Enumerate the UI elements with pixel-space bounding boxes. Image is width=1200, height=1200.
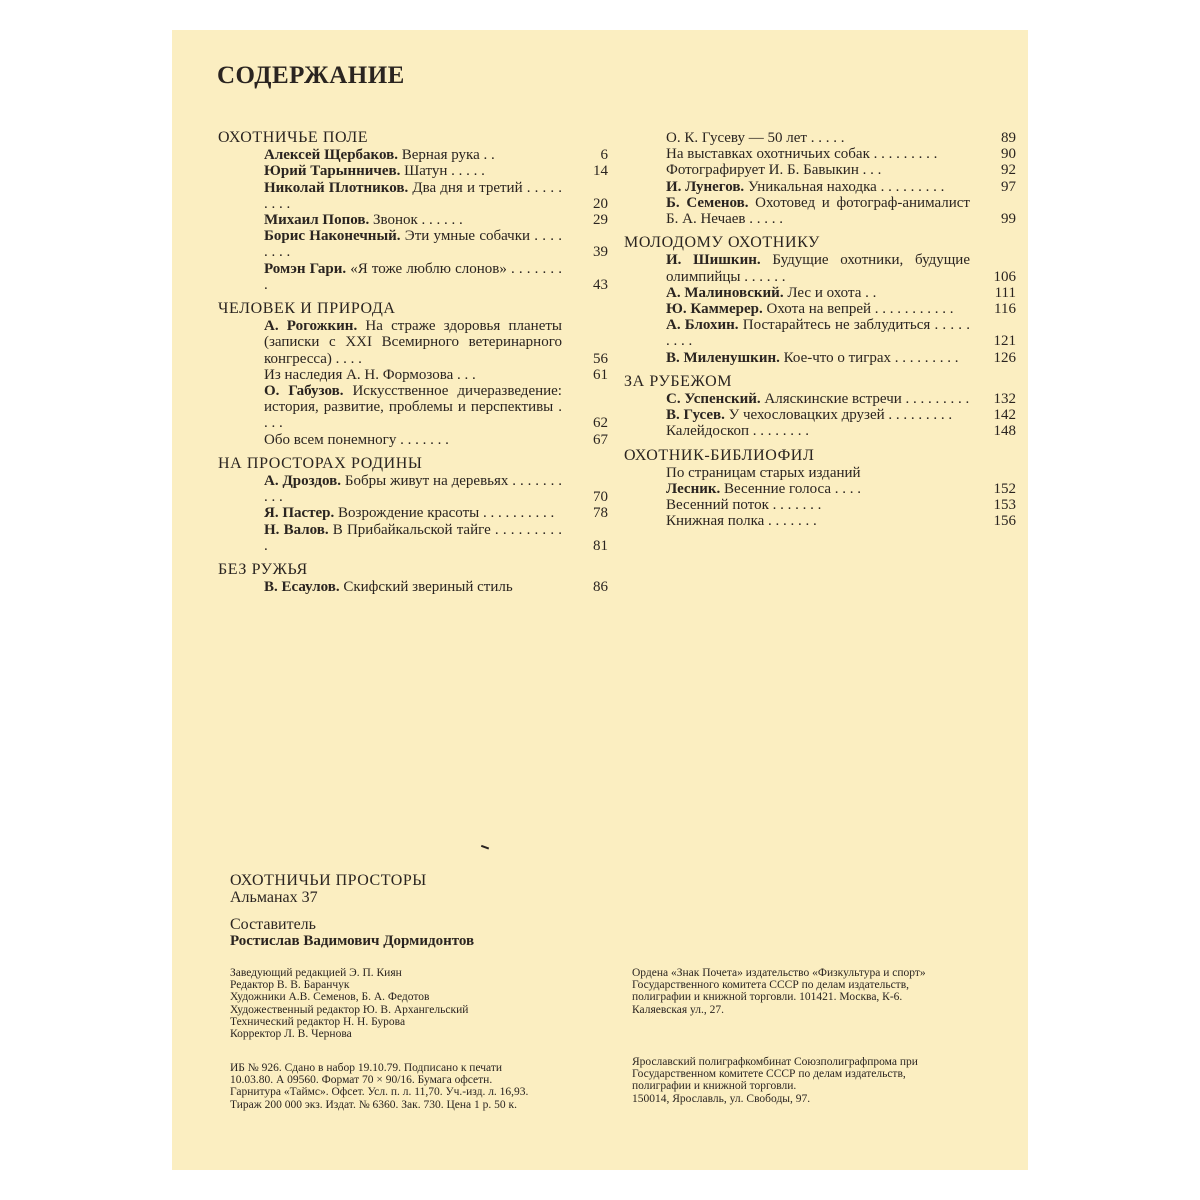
entry-author: А. Дроздов. [264, 473, 341, 490]
publisher-line: Каляевская ул., 27. [632, 1003, 724, 1016]
toc-entry [624, 423, 1016, 439]
printer-line: полиграфии и книжной торговли. [632, 1080, 797, 1093]
entry-page: 99 [1001, 211, 1016, 228]
toc-entry [624, 195, 1016, 227]
entry-page: 126 [993, 349, 1016, 366]
entry-title: Постарайтесь не заблудиться . . . . . . . . . [666, 317, 970, 350]
print-details [230, 1062, 528, 1111]
toc-entry [218, 261, 608, 293]
entry-title: Весенний поток . . . . . . . [666, 497, 822, 514]
entry-page: 89 [1001, 130, 1016, 146]
entry-page: 70 [593, 489, 608, 506]
toc-entry [218, 180, 608, 212]
entry-author: С. Успенский. [666, 391, 761, 408]
toc-entry [218, 212, 608, 228]
entry-title: Охотовед и фотограф-анималист Б. А. Нечаев . . . . . [666, 194, 970, 228]
entry-author: Ромэн Гари. [264, 260, 347, 277]
entry-page: 111 [994, 284, 1016, 301]
toc-left-column [218, 130, 608, 603]
entry-title: Звонок . . . . . . [369, 212, 463, 229]
toc-entry [218, 473, 608, 505]
toc-entry [218, 383, 608, 432]
entry-page: 152 [993, 481, 1016, 498]
entry-page: 78 [593, 505, 608, 522]
toc-entry [624, 285, 1016, 301]
entry-title: Книжная полка . . . . . . . [666, 513, 817, 530]
print-line: 10.03.80. А 09560. Формат 70 × 90/16. Бумага офсетн. [230, 1074, 493, 1087]
entry-title: «Я тоже люблю слонов» . . . . . . . . [264, 260, 562, 293]
publisher-info [632, 967, 926, 1016]
entry-page: 121 [993, 333, 1016, 350]
toc-entry [624, 301, 1016, 317]
entry-page: 153 [993, 497, 1016, 514]
entry-title: У чехословацких друзей . . . . . . . . . [724, 407, 953, 424]
section-title: ЧЕЛОВЕК И ПРИРОДА [218, 300, 396, 318]
credit-line: Художники А.В. Семенов, Б. А. Федотов [230, 991, 430, 1004]
entry-author: Ю. Каммерер. [666, 301, 763, 318]
entry-page: 43 [593, 276, 608, 293]
entry-page: 116 [994, 301, 1016, 318]
entry-title: На страже здоровья планеты (записки с XXI Всемирного ветеринарного конгресса) . . . . [264, 318, 562, 367]
entry-page: 92 [1001, 162, 1016, 179]
printer-line: 150014, Ярославль, ул. Свободы, 97. [632, 1092, 811, 1105]
entry-author: И. Шишкин. [666, 252, 761, 269]
entry-page: 56 [593, 350, 608, 367]
compiler-label: Составитель [230, 916, 316, 933]
toc-entry [624, 513, 1016, 529]
toc-right-column [624, 130, 1016, 538]
entry-title: Искусственное дичеразведение: история, развитие, проблемы и перспективы . . . . [264, 383, 562, 432]
editorial-credits [230, 967, 468, 1040]
toc-entry [624, 146, 1016, 162]
toc-entry [218, 432, 608, 448]
book-title: ОХОТНИЧЬИ ПРОСТОРЫ [230, 872, 427, 889]
entry-page: 61 [593, 366, 608, 383]
section-title: ОХОТНИК-БИБЛИОФИЛ [624, 446, 815, 464]
credit-line: Редактор В. В. Баранчук [230, 979, 350, 992]
publisher-line: полиграфии и книжной торговли. 101421. Москва, К-6. [632, 991, 903, 1004]
credit-line: Технический редактор Н. Н. Бурова [230, 1015, 406, 1028]
entry-page: 14 [593, 163, 608, 180]
toc-section [218, 456, 608, 554]
publisher-line: Ордена «Знак Почета» издательство «Физкультура и спорт» [632, 967, 926, 979]
toc-entry [218, 579, 608, 595]
entry-page: 62 [593, 415, 608, 432]
toc-entry [218, 228, 608, 260]
toc-entry [218, 318, 608, 367]
credit-line: Заведующий редакцией Э. П. Киян [230, 967, 402, 979]
toc-section [624, 448, 1016, 530]
entry-title: Уникальная находка . . . . . . . . . [744, 178, 945, 195]
entry-title: Возрождение красоты . . . . . . . . . . [334, 505, 555, 522]
print-line: Гарнитура «Таймс». Офсет. Усл. п. л. 11,70. Уч.-изд. л. 16,93. [230, 1086, 529, 1099]
entry-author: А. Малиновский. [666, 284, 784, 301]
entry-author: Лесник. [666, 481, 721, 498]
entry-title: Бобры живут на деревьях . . . . . . . . . . [264, 473, 562, 506]
entry-title: Обо всем понемногу . . . . . . . [264, 431, 449, 448]
compiler-name: Ростислав Вадимович Дормидонтов [230, 933, 475, 949]
entry-title: Кое-что о тиграх . . . . . . . . . [779, 349, 959, 366]
section-title: БЕЗ РУЖЬЯ [218, 561, 308, 579]
entry-page: 156 [993, 513, 1016, 530]
entry-page: 29 [593, 212, 608, 229]
toc-entry [624, 391, 1016, 407]
entry-title: Будущие охотники, будущие олимпийцы . . . . . . [666, 252, 970, 285]
section-title: МОЛОДОМУ ОХОТНИКУ [624, 234, 820, 252]
section-title: ЗА РУБЕЖОМ [624, 372, 733, 390]
toc-section [624, 235, 1016, 366]
entry-page: 97 [1001, 178, 1016, 195]
toc-section [218, 562, 608, 595]
toc-entry [624, 407, 1016, 423]
entry-page: 6 [600, 147, 608, 164]
toc-entry [624, 350, 1016, 366]
section-title: НА ПРОСТОРАХ РОДИНЫ [218, 454, 423, 472]
entry-page: 106 [993, 268, 1016, 285]
entry-author: И. Лунегов. [666, 178, 745, 195]
toc-entry [218, 163, 608, 179]
entry-page: 148 [993, 423, 1016, 440]
entry-title: Лес и охота . . [783, 284, 877, 301]
toc-section-continued [624, 130, 1016, 227]
entry-author: Михаил Попов. [264, 212, 370, 229]
entry-title: Охота на вепрей . . . . . . . . . . . [762, 301, 954, 318]
toc-entry [624, 252, 1016, 284]
entry-title: Весенние голоса . . . . [720, 481, 861, 498]
publisher-line: Государственного комитета СССР по делам издательств, [632, 979, 910, 992]
credit-line: Корректор Л. В. Чернова [230, 1028, 352, 1041]
entry-author: О. Габузов. [264, 383, 344, 400]
toc-entry [624, 162, 1016, 178]
toc-entry [624, 130, 1016, 146]
printer-info [632, 1056, 918, 1105]
entry-page: 67 [593, 431, 608, 448]
entry-page: 142 [993, 407, 1016, 424]
toc-entry [624, 179, 1016, 195]
entry-title: На выставках охотничьих собак . . . . . . . . . [666, 146, 938, 163]
entry-title: Два дня и третий . . . . . . . . . [264, 179, 563, 212]
entry-title: Эти умные собачки . . . . . . . . [264, 228, 562, 261]
entry-title: Калейдоскоп . . . . . . . . [666, 423, 809, 440]
entry-title: По страницам старых изданий [666, 464, 861, 481]
entry-author: Алексей Щербаков. [264, 147, 398, 164]
toc-entry [218, 505, 608, 521]
entry-page: 90 [1001, 146, 1016, 163]
entry-title: Аляскинские встречи . . . . . . . . . [760, 391, 970, 408]
entry-author: В. Есаулов. [264, 579, 340, 596]
entry-author: Юрий Тарынничев. [264, 163, 401, 180]
toc-entry [218, 522, 608, 554]
section-title: ОХОТНИЧЬЕ ПОЛЕ [218, 129, 369, 146]
entry-page: 86 [593, 579, 608, 596]
entry-author: Н. Валов. [264, 521, 329, 538]
entry-title: Шатун . . . . . [400, 163, 485, 180]
toc-entry [624, 497, 1016, 513]
book-subtitle: Альманах 37 [230, 889, 318, 906]
entry-author: Борис Наконечный. [264, 228, 401, 245]
entry-title: О. К. Гусеву — 50 лет . . . . . [666, 130, 845, 146]
entry-page: 39 [593, 244, 608, 261]
entry-author: Б. Семенов. [666, 194, 749, 211]
entry-title: В Прибайкальской тайге . . . . . . . . . . [264, 521, 562, 554]
toc-section [218, 130, 608, 293]
toc-section [624, 374, 1016, 440]
entry-page: 81 [593, 537, 608, 554]
credit-line: Художественный редактор Ю. В. Архангельский [230, 1003, 469, 1016]
entry-title: Фотографирует И. Б. Бавыкин . . . [666, 162, 882, 179]
book-title-block [230, 872, 474, 950]
entry-author: Я. Пастер. [264, 505, 335, 522]
toc-section [218, 301, 608, 448]
entry-author: В. Гусев. [666, 407, 725, 424]
entry-title: Из наследия А. Н. Формозова . . . [264, 366, 476, 383]
entry-author: А. Блохин. [666, 317, 739, 334]
printer-line: Ярославский полиграфкомбинат Союзполиграфпрома при [632, 1056, 918, 1068]
entry-title: Верная рука . . [397, 147, 495, 164]
entry-author: В. Миленушкин. [666, 349, 780, 366]
entry-page: 20 [593, 195, 608, 212]
printer-line: Государственном комитете СССР по делам издательств, [632, 1068, 906, 1081]
page-title: СОДЕРЖАНИЕ [217, 62, 405, 89]
toc-entry [218, 367, 608, 383]
toc-entry [624, 317, 1016, 349]
entry-author: Николай Плотников. [264, 179, 409, 196]
print-line: Тираж 200 000 экз. Издат. № 6360. Зак. 730. Цена 1 р. 50 к. [230, 1098, 517, 1111]
entry-author: А. Рогожкин. [264, 318, 358, 335]
entry-page: 132 [993, 391, 1016, 408]
print-line: ИБ № 926. Сдано в набор 19.10.79. Подписано к печати [230, 1062, 503, 1074]
toc-entry [218, 147, 608, 163]
toc-entry [624, 481, 1016, 497]
entry-title: Скифский звериный стиль [339, 579, 513, 596]
toc-entry [624, 465, 1016, 481]
